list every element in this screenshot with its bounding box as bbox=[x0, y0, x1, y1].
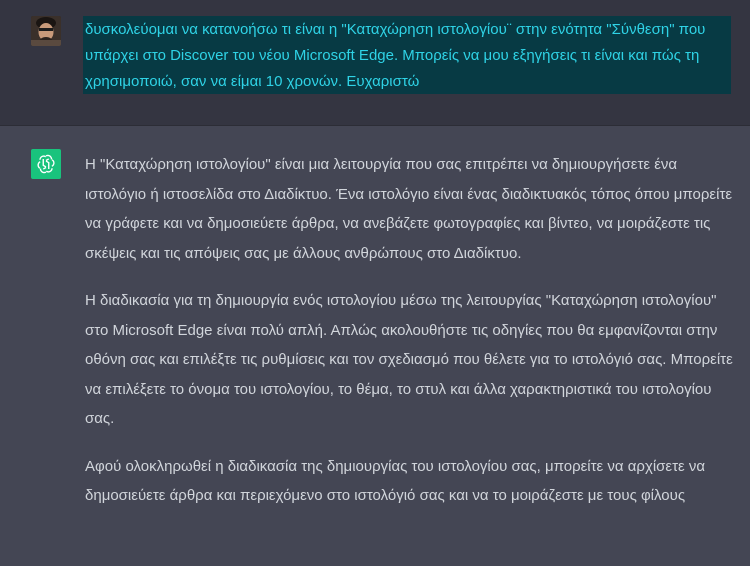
user-avatar bbox=[31, 16, 61, 46]
reply-paragraph: Η "Καταχώρηση ιστολογίου" είναι μια λειτουργία που σας επιτρέπει να δημιουργήσετε ένα ιστολόγιο ή ιστοσελίδα στο Διαδίκτυο. Ένα ιστολόγιο είναι ένας διαδικτυακός τόπος όπου μπορείτε να γράφετε και να δημοσιεύετε άρθρα, να ανεβάζετε φωτογραφίες και βίντεο, να μοιράζεστε τις σκέψεις και τις απόψεις σας με άλλους ανθρώπους στο Διαδίκτυο. bbox=[85, 156, 733, 262]
assistant-message-row bbox=[0, 126, 750, 566]
user-avatar-photo bbox=[31, 16, 61, 46]
user-message-text: δυσκολεύομαι να κατανοήσω τι είναι η "Καταχώρηση ιστολογίου¨ στην ενότητα "Σύνθεση" που υπάρχει στο Discover του νέου Microsoft Edge. Μπορείς να μου εξηγήσεις τι είναι και πώς τη χρησιμοποιώ, σαν να είμαι 10 χρονών. Ευχαριστώ bbox=[83, 16, 731, 94]
user-message-row bbox=[0, 0, 750, 126]
reply-paragraph: Η διαδικασία για τη δημιουργία ενός ιστολογίου μέσω της λειτουργίας "Καταχώρηση ιστολογίου" στο Microsoft Edge είναι πολύ απλή. Απλώς ακολουθήστε τις οδηγίες που θα εμφανίζονται στην οθόνη σας και επιλέξτε τις ρυθμίσεις και τον σχεδιασμό που θέλετε για το ιστολόγιό σας. Μπορείτε να επιλέξετε το όνομα του ιστολογίου, το θέμα, το στυλ και άλλα χαρακτηριστικά του ιστολογίου σας. bbox=[85, 292, 733, 427]
openai-logo-icon bbox=[31, 149, 61, 179]
assistant-reply bbox=[85, 150, 735, 529]
reply-paragraph: Αφού ολοκληρωθεί η διαδικασία της δημιουργίας του ιστολογίου σας, μπορείτε να αρχίσετε να δημοσιεύετε άρθρα και περιεχόμενο στο ιστολόγιό σας και να το μοιράζεστε με τους φίλους bbox=[85, 457, 706, 504]
